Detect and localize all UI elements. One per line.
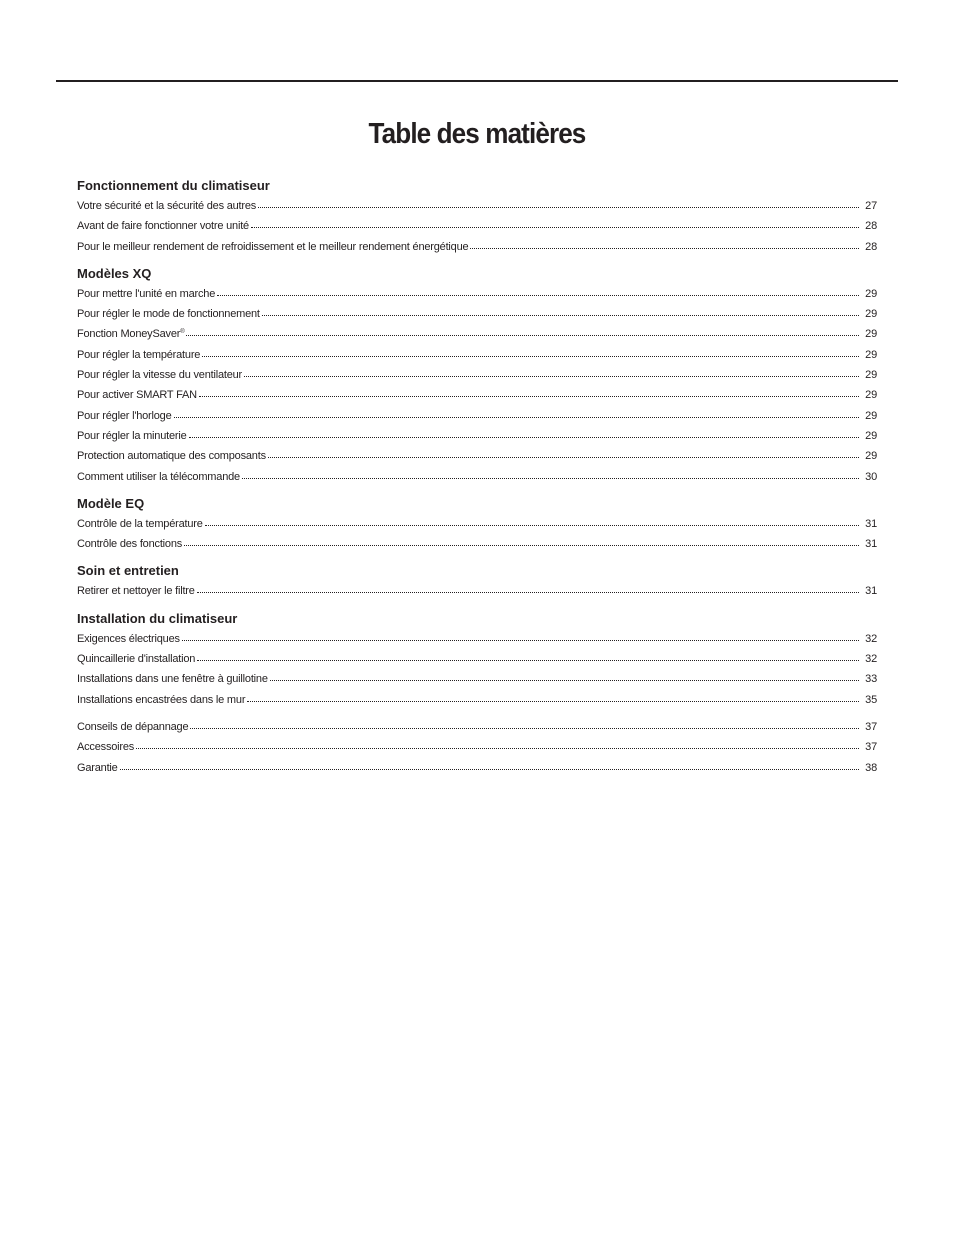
toc-entry-page: 29	[865, 369, 877, 382]
toc-entry[interactable]	[77, 534, 877, 554]
toc-entry-page: 28	[865, 240, 877, 253]
section-spacer	[77, 710, 877, 717]
toc-entry[interactable]	[77, 304, 877, 324]
toc-entry-label: Quincaillerie d'installation	[77, 653, 196, 666]
toc-entry[interactable]	[77, 216, 877, 236]
toc-entry-label: Pour régler la vitesse du ventilateur	[77, 369, 243, 382]
toc-entry[interactable]	[77, 345, 877, 365]
toc-entry-label: Pour régler la température	[77, 348, 201, 361]
toc-entry-page: 28	[865, 220, 877, 233]
toc-entry-page: 29	[865, 429, 877, 442]
dot-leader	[262, 307, 859, 317]
toc-entry[interactable]	[77, 365, 877, 385]
toc-entry[interactable]	[77, 717, 877, 737]
toc-entry-page: 29	[865, 328, 877, 341]
toc-entry-label-group	[77, 324, 184, 344]
toc-entry[interactable]	[77, 406, 877, 426]
toc-entry[interactable]	[77, 237, 877, 257]
toc-entry-label: Pour mettre l'unité en marche	[77, 287, 216, 300]
toc-entry[interactable]	[77, 649, 877, 669]
toc-entry-label: Contrôle des fonctions	[77, 538, 183, 551]
toc-entry-label: Pour régler l'horloge	[77, 409, 172, 422]
dot-leader	[202, 348, 859, 358]
toc-entry[interactable]	[77, 426, 877, 446]
toc-entry-label: Conseils de dépannage	[77, 720, 189, 733]
toc-entry[interactable]	[77, 690, 877, 710]
toc-entry-page: 32	[865, 632, 877, 645]
dot-leader	[205, 517, 859, 527]
toc-entry-label: Votre sécurité et la sécurité des autres	[77, 200, 257, 212]
toc-entry-label: Pour le meilleur rendement de refroidissement et le meilleur rendement énergétique	[77, 240, 469, 253]
toc-entry[interactable]	[77, 514, 877, 534]
dot-leader	[197, 652, 859, 662]
toc-entry-page: 35	[865, 693, 877, 706]
dot-leader	[244, 368, 859, 378]
toc-entry-page: 29	[865, 450, 877, 463]
toc-entry-page: 38	[865, 761, 877, 774]
toc-entry-label: Fonction MoneySaver	[77, 328, 181, 341]
toc-entry-label: Garantie	[77, 761, 118, 774]
dot-leader	[182, 632, 859, 642]
top-rule	[56, 80, 898, 82]
toc-entry[interactable]	[77, 581, 877, 601]
dot-leader	[190, 720, 859, 730]
dot-leader	[217, 287, 859, 297]
toc-entry-page: 37	[865, 741, 877, 754]
toc-entry-page: 31	[865, 585, 877, 598]
section-heading-modeles-xq: Modèles XQ	[77, 265, 152, 281]
page-title: Table des matières	[368, 118, 586, 150]
section-heading-fonctionnement: Fonctionnement du climatiseur	[77, 178, 270, 193]
dot-leader	[258, 199, 859, 209]
toc-entry-label: Exigences électriques	[77, 632, 180, 645]
toc-entry-page: 29	[865, 348, 877, 361]
dot-leader	[270, 672, 859, 682]
toc-entry-label: Comment utiliser la télécommande	[77, 470, 240, 483]
toc-entry-page: 30	[865, 470, 877, 483]
section-heading-soin-entretien: Soin et entretien	[77, 563, 179, 579]
dot-leader	[199, 388, 859, 398]
dot-leader	[184, 537, 859, 547]
toc-entry-page: 29	[865, 308, 877, 321]
dot-leader	[120, 761, 859, 771]
dot-leader	[189, 429, 859, 439]
toc-entry-label: Accessoires	[77, 741, 135, 754]
dot-leader	[242, 470, 859, 480]
toc-entry-page: 33	[865, 673, 877, 686]
toc-entry-label: Pour régler la minuterie	[77, 429, 187, 442]
toc-entry[interactable]	[77, 758, 877, 778]
toc-entry-label: Retirer et nettoyer le filtre	[77, 585, 195, 598]
toc-entry-label: Installations encastrées dans le mur	[77, 693, 246, 706]
dot-leader	[197, 584, 859, 594]
table-of-contents	[77, 176, 877, 778]
toc-entry-label: Avant de faire fonctionner votre unité	[77, 220, 249, 233]
dot-leader	[268, 449, 859, 459]
toc-entry[interactable]	[77, 385, 877, 405]
toc-entry-label: Pour régler le mode de fonctionnement	[77, 308, 260, 321]
toc-entry-label: Contrôle de la température	[77, 517, 203, 530]
toc-entry[interactable]	[77, 629, 877, 649]
toc-entry-page: 32	[865, 653, 877, 666]
toc-entry[interactable]	[77, 446, 877, 466]
section-heading-modele-eq: Modèle EQ	[77, 495, 145, 511]
toc-entry-page: 29	[865, 409, 877, 422]
toc-entry-label: Protection automatique des composants	[77, 450, 266, 463]
toc-entry-page: 29	[865, 389, 877, 402]
dot-leader	[174, 409, 859, 419]
toc-entry-page: 31	[865, 538, 877, 551]
dot-leader	[186, 327, 859, 337]
toc-entry[interactable]	[77, 669, 877, 689]
dot-leader	[470, 240, 859, 250]
registered-mark: ®	[180, 329, 185, 336]
toc-entry-label: Installations dans une fenêtre à guillotine	[77, 673, 268, 686]
section-heading-installation: Installation du climatiseur	[77, 610, 238, 626]
dot-leader	[251, 219, 859, 229]
toc-entry[interactable]	[77, 284, 877, 304]
toc-entry-label: Pour activer SMART FAN	[77, 389, 197, 402]
toc-entry-page: 31	[865, 517, 877, 530]
toc-entry-page: 27	[865, 200, 877, 212]
toc-entry[interactable]	[77, 196, 877, 216]
toc-entry[interactable]	[77, 324, 877, 344]
toc-entry-page: 37	[865, 720, 877, 733]
dot-leader	[136, 740, 859, 750]
dot-leader	[247, 693, 859, 703]
toc-entry[interactable]	[77, 737, 877, 757]
toc-entry-page: 29	[865, 287, 877, 300]
toc-entry[interactable]	[77, 467, 877, 487]
